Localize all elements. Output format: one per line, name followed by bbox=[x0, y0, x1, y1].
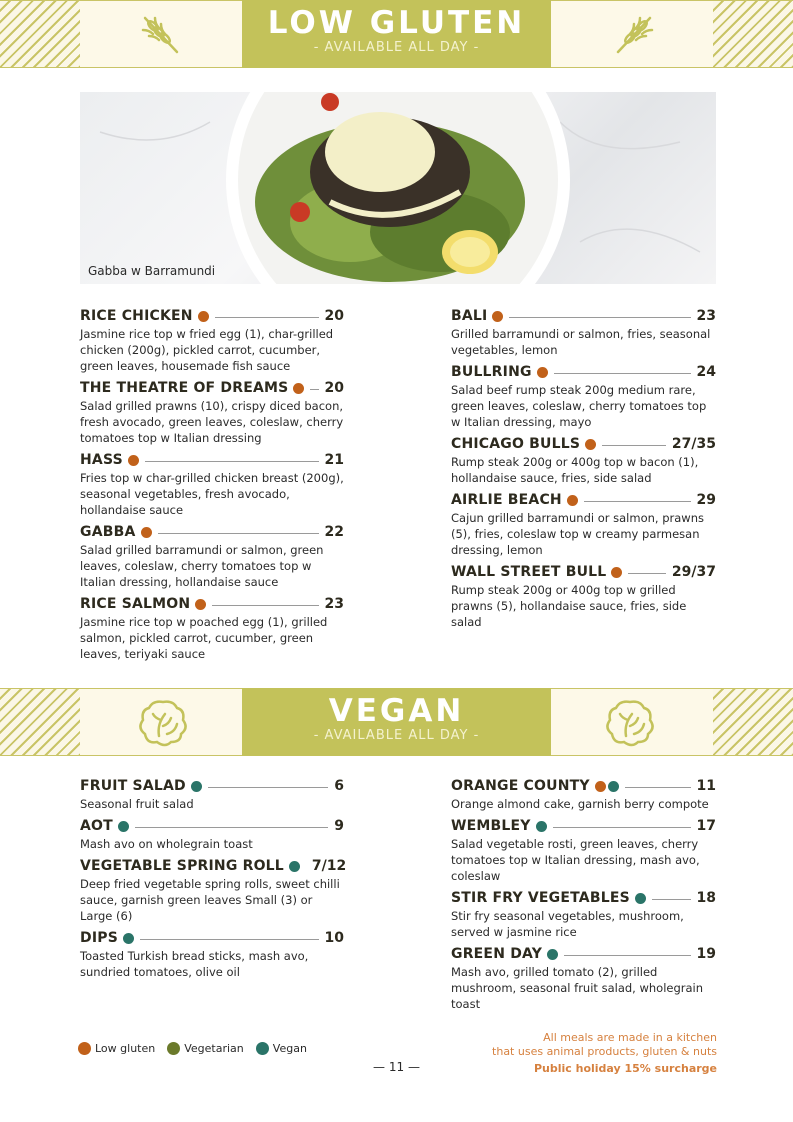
item-name: WEMBLEY bbox=[451, 818, 531, 834]
menu-item bbox=[80, 307, 344, 374]
item-name: VEGETABLE SPRING ROLL bbox=[80, 858, 284, 874]
dish-photo bbox=[80, 92, 716, 284]
dotted-leader bbox=[158, 523, 319, 534]
vegan-dot-icon bbox=[123, 933, 134, 944]
menu-item bbox=[451, 563, 716, 630]
dotted-leader bbox=[215, 307, 319, 318]
legend-label: Vegetarian bbox=[184, 1042, 244, 1055]
page-number: — 11 — bbox=[373, 1060, 420, 1074]
menu-item bbox=[451, 363, 716, 430]
item-description: Fries top w char-grilled chicken breast (200g), seasonal vegetables, fresh avocado, hollandaise sauce bbox=[80, 471, 344, 517]
item-name: AOT bbox=[80, 818, 113, 834]
vegan-dot-icon bbox=[289, 861, 300, 872]
vegan-dot-icon bbox=[118, 821, 129, 832]
item-price: 23 bbox=[696, 308, 716, 324]
low-gluten-header bbox=[0, 0, 793, 68]
menu-item bbox=[451, 435, 716, 486]
item-description: Cajun grilled barramundi or salmon, prawns (5), fries, coleslaw top w creamy parmesan dressing, lemon bbox=[451, 511, 704, 557]
item-name: GABBA bbox=[80, 524, 136, 540]
vegan-header bbox=[0, 688, 793, 756]
low-gluten-dot-icon bbox=[293, 383, 304, 394]
item-description: Salad beef rump steak 200g medium rare, green leaves, coleslaw, cherry tomatoes top w Italian dressing, mayo bbox=[451, 383, 707, 429]
dotted-leader bbox=[212, 595, 318, 606]
menu-item bbox=[451, 945, 716, 1012]
item-description: Stir fry seasonal vegetables, mushroom, served w jasmine rice bbox=[451, 909, 684, 939]
item-name: THE THEATRE OF DREAMS bbox=[80, 380, 289, 396]
vegan-dot-icon bbox=[635, 893, 646, 904]
item-description: Jasmine rice top w poached egg (1), grilled salmon, pickled carrot, cucumber, green leaves, teriyaki sauce bbox=[80, 615, 328, 661]
wheat-icon bbox=[612, 10, 660, 58]
dotted-leader bbox=[145, 451, 319, 462]
dotted-leader bbox=[509, 307, 690, 318]
kitchen-note: All meals are made in a kitchen that uses animal products, gluten & nuts bbox=[492, 1031, 717, 1058]
item-name: DIPS bbox=[80, 930, 118, 946]
item-description: Salad grilled barramundi or salmon, green leaves, coleslaw, cherry tomatoes top w Italian dressing, hollandaise sauce bbox=[80, 543, 324, 589]
item-description: Toasted Turkish bread sticks, mash avo, sundried tomatoes, olive oil bbox=[80, 949, 309, 979]
vegan-dot-icon bbox=[256, 1042, 269, 1055]
item-price: 9 bbox=[334, 818, 344, 834]
legend-label: Vegan bbox=[272, 1042, 307, 1055]
menu-item bbox=[80, 929, 344, 980]
item-price: 29/37 bbox=[671, 564, 716, 580]
photo-caption: Gabba w Barramundi bbox=[88, 264, 216, 278]
low-gluten-dot-icon bbox=[567, 495, 578, 506]
low-gluten-dot-icon bbox=[78, 1042, 91, 1055]
item-price: 19 bbox=[696, 946, 716, 962]
stripe-decoration bbox=[0, 0, 80, 68]
legend-label: Low gluten bbox=[95, 1042, 156, 1055]
menu-item bbox=[80, 595, 344, 662]
item-price: 20 bbox=[324, 380, 344, 396]
item-name: WALL STREET BULL bbox=[451, 564, 607, 580]
dotted-leader bbox=[625, 777, 691, 788]
surcharge-note: Public holiday 15% surcharge bbox=[533, 1062, 717, 1075]
menu-item bbox=[451, 889, 716, 940]
section-title: LOW GLUTEN bbox=[267, 5, 526, 41]
low-gluten-dot-icon bbox=[141, 527, 152, 538]
item-name: BALI bbox=[451, 308, 488, 324]
item-name: AIRLIE BEACH bbox=[451, 492, 562, 508]
menu-item bbox=[80, 523, 344, 590]
item-price: 20 bbox=[324, 308, 344, 324]
item-name: ORANGE COUNTY bbox=[451, 778, 590, 794]
dotted-leader bbox=[554, 363, 691, 374]
item-price: 6 bbox=[334, 778, 344, 794]
item-description: Grilled barramundi or salmon, fries, seasonal vegetables, lemon bbox=[451, 327, 711, 357]
item-description: Mash avo, grilled tomato (2), grilled mushroom, seasonal fruit salad, wholegrain toast bbox=[451, 965, 704, 1011]
dotted-leader bbox=[652, 889, 691, 900]
item-price: 23 bbox=[324, 596, 344, 612]
menu-item bbox=[451, 491, 716, 558]
item-name: FRUIT SALAD bbox=[80, 778, 186, 794]
item-description: Rump steak 200g or 400g top w bacon (1), hollandaise sauce, fries, side salad bbox=[451, 455, 699, 485]
diet-legend bbox=[78, 1042, 319, 1055]
menu-item bbox=[80, 857, 347, 924]
item-description: Mash avo on wholegrain toast bbox=[80, 837, 253, 851]
item-price: 24 bbox=[696, 364, 716, 380]
item-name: RICE SALMON bbox=[80, 596, 191, 612]
section-title: VEGAN bbox=[328, 693, 465, 729]
item-name: STIR FRY VEGETABLES bbox=[451, 890, 630, 906]
low-gluten-dot-icon bbox=[537, 367, 548, 378]
stripe-decoration bbox=[713, 0, 793, 68]
item-price: 21 bbox=[324, 452, 344, 468]
dotted-leader bbox=[564, 945, 690, 956]
item-description: Jasmine rice top w fried egg (1), char-grilled chicken (200g), pickled carrot, cucumber, green leaves, housemade fish sauce bbox=[80, 327, 334, 373]
vegan-dot-icon bbox=[547, 949, 558, 960]
low-gluten-dot-icon bbox=[195, 599, 206, 610]
low-gluten-dot-icon bbox=[611, 567, 622, 578]
lettuce-icon bbox=[604, 696, 656, 748]
section-subtitle: - AVAILABLE ALL DAY - bbox=[313, 40, 480, 55]
low-gluten-dot-icon bbox=[595, 781, 606, 792]
vegan-dot-icon bbox=[191, 781, 202, 792]
low-gluten-dot-icon bbox=[128, 455, 139, 466]
menu-item bbox=[80, 777, 344, 812]
menu-item bbox=[451, 777, 716, 812]
item-description: Deep fried vegetable spring rolls, sweet chilli sauce, garnish green leaves Small (3) or Large (6) bbox=[80, 877, 340, 923]
stripe-decoration bbox=[713, 688, 793, 756]
menu-item bbox=[451, 817, 716, 884]
vegan-dot-icon bbox=[608, 781, 619, 792]
dotted-leader bbox=[602, 435, 666, 446]
item-price: 11 bbox=[696, 778, 716, 794]
dotted-leader bbox=[628, 563, 666, 574]
item-description: Salad vegetable rosti, green leaves, cherry tomatoes top w Italian dressing, mash avo, coleslaw bbox=[451, 837, 700, 883]
item-description: Salad grilled prawns (10), crispy diced bacon, fresh avocado, green leaves, coleslaw, cherry tomatoes top w Italian dressing bbox=[80, 399, 344, 445]
item-price: 10 bbox=[324, 930, 344, 946]
vegetarian-dot-icon bbox=[167, 1042, 180, 1055]
item-name: GREEN DAY bbox=[451, 946, 543, 962]
dotted-leader bbox=[584, 491, 691, 502]
low-gluten-dot-icon bbox=[492, 311, 503, 322]
menu-item bbox=[80, 451, 344, 518]
item-price: 29 bbox=[696, 492, 716, 508]
item-price: 17 bbox=[696, 818, 716, 834]
item-description: Seasonal fruit salad bbox=[80, 797, 194, 811]
dotted-leader bbox=[208, 777, 328, 788]
dotted-leader bbox=[553, 817, 691, 828]
item-description: Rump steak 200g or 400g top w grilled prawns (5), hollandaise sauce, fries, side salad bbox=[451, 583, 687, 629]
dotted-leader bbox=[310, 379, 318, 390]
item-price: 18 bbox=[696, 890, 716, 906]
menu-item bbox=[80, 379, 344, 446]
item-price: 27/35 bbox=[671, 436, 716, 452]
item-name: CHICAGO BULLS bbox=[451, 436, 581, 452]
barramundi-dish-image bbox=[80, 92, 716, 284]
vegan-dot-icon bbox=[536, 821, 547, 832]
dotted-leader bbox=[135, 817, 328, 828]
section-subtitle: - AVAILABLE ALL DAY - bbox=[313, 728, 480, 743]
low-gluten-dot-icon bbox=[198, 311, 209, 322]
wheat-icon bbox=[135, 10, 183, 58]
menu-item bbox=[451, 307, 716, 358]
item-price: 7/12 bbox=[311, 858, 347, 874]
menu-item bbox=[80, 817, 344, 852]
item-name: HASS bbox=[80, 452, 123, 468]
item-name: RICE CHICKEN bbox=[80, 308, 193, 324]
stripe-decoration bbox=[0, 688, 80, 756]
item-description: Orange almond cake, garnish berry compote bbox=[451, 797, 709, 811]
item-name: BULLRING bbox=[451, 364, 532, 380]
low-gluten-dot-icon bbox=[585, 439, 596, 450]
item-price: 22 bbox=[324, 524, 344, 540]
dotted-leader bbox=[140, 929, 319, 940]
lettuce-icon bbox=[137, 696, 189, 748]
